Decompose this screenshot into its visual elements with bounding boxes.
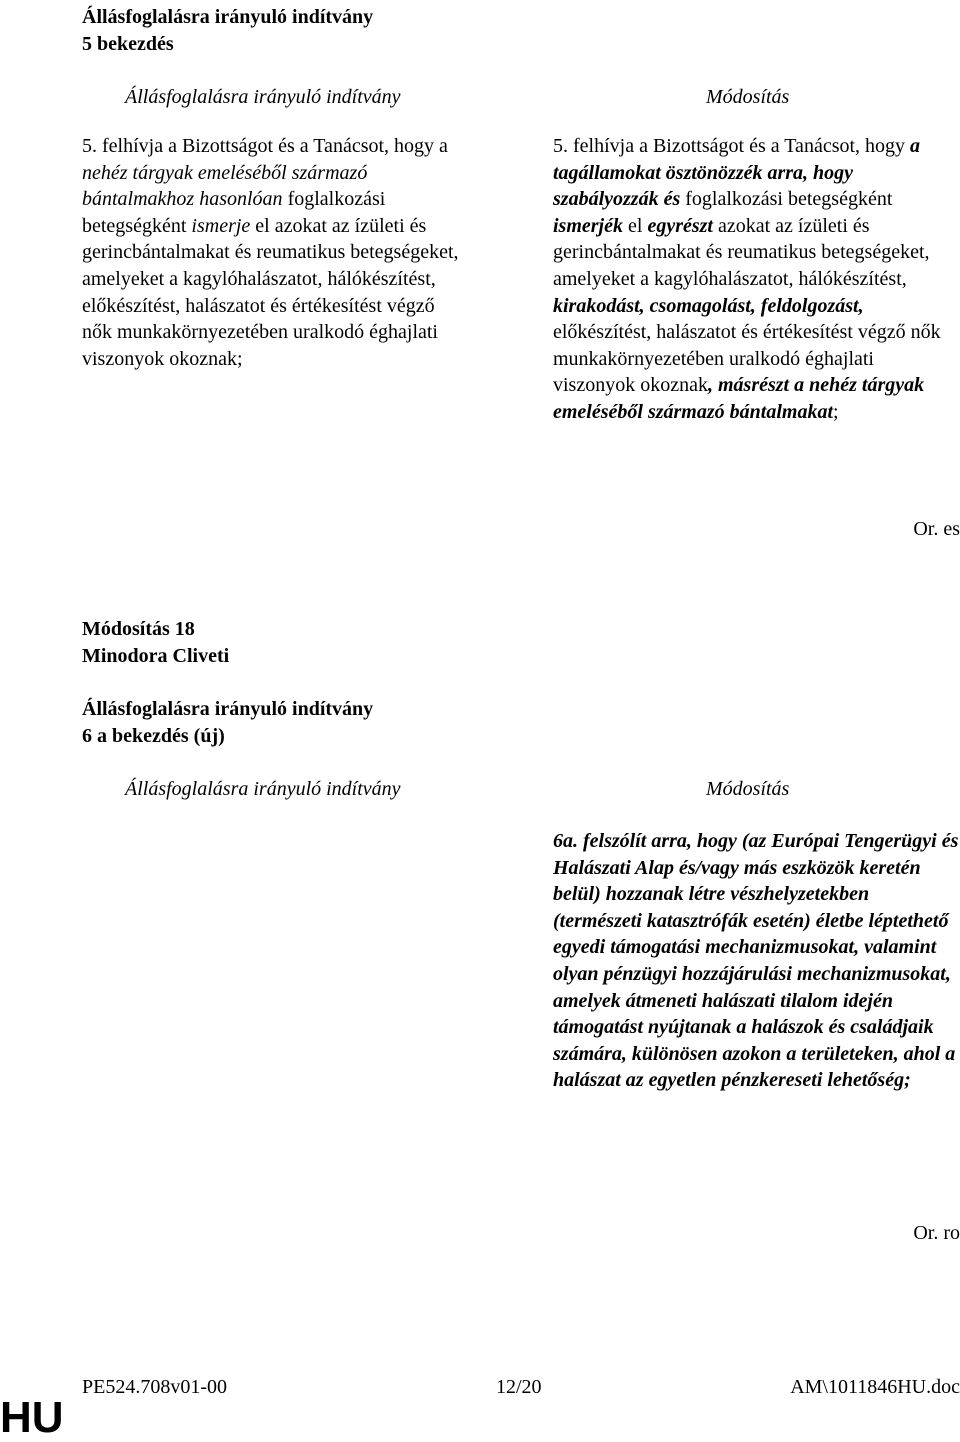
section2-amendment-block — [82, 616, 229, 669]
section1-left-column-header: Állásfoglalásra irányuló indítvány — [125, 86, 401, 108]
text-run: ; — [833, 400, 839, 423]
text-run: el — [623, 214, 648, 237]
section1-heading — [82, 4, 373, 57]
text-run: kirakodást, csomagolást, feldolgozást, — [553, 294, 864, 317]
section2-amended-text — [553, 828, 960, 1094]
text-run: ismerje — [191, 214, 251, 237]
amendment-title: Módosítás 18 — [82, 618, 195, 640]
text-run: egyrészt — [647, 214, 713, 237]
footer-language-code: HU — [0, 1393, 64, 1442]
text-run: foglalkozási betegségként — [680, 188, 893, 211]
section1-original-text — [82, 133, 462, 372]
text-run: el azokat az ízületi és gerincbántalmakat és reumatikus betegségeket, amelyeket a kagylóhalászatot, hálókészítést, előkészítést, halászatot és értékesítést végző nők munkakörnyezetében uralkodó éghajlati viszonyok okoznak; — [82, 214, 459, 370]
amendment-author: Minodora Cliveti — [82, 644, 230, 667]
text-run: 6a. felszólít arra, hogy (az Európai Tengerügyi és Halászati Alap és/vagy más eszközök keretén belül) hozzanak létre vészhelyzetekben (természeti katasztrófák esetén) életbe léptethető egyedi támogatási mechanizmusokat, valamint olyan pénzügyi hozzájárulási mechanizmusokat, amelyek átmeneti halászati tilalom idején támogatást nyújtanak a halászok és családjaik számára, különösen azokon a területeken, ahol a halászat az egyetlen pénzkereseti lehetőség; — [553, 830, 959, 1092]
section2-amended-paragraph — [553, 828, 960, 1094]
footer-page-number: 12/20 — [496, 1376, 542, 1398]
section1-language-ref: Or. es — [913, 518, 960, 540]
section1-amended-paragraph — [553, 133, 960, 426]
text-run: azokat az ízületi és gerincbántalmakat és reumatikus betegségeket, amelyeket a kagylóhalászatot, hálókészítést, — [553, 214, 930, 290]
section1-amended-text — [553, 133, 960, 426]
text-run: nehéz tárgyak emeléséből származó bántalmakhoz hasonlóan — [82, 161, 368, 211]
text-run: foglalkozási betegségként — [82, 188, 386, 237]
section2-left-column-header: Állásfoglalásra irányuló indítvány — [125, 778, 401, 800]
text-run: előkészítést, halászatot és értékesítést végző nők munkakörnyezetében uralkodó éghajlati viszonyok okoznak — [553, 321, 941, 397]
text-run: , másrészt a nehéz tárgyak emeléséből származó bántalmakat — [553, 374, 925, 423]
section2-heading-line1: Állásfoglalásra irányuló indítvány — [82, 698, 374, 720]
section1-heading-line1: Állásfoglalásra irányuló indítvány — [82, 6, 374, 28]
section1-heading-line2: 5 bekezdés — [82, 32, 174, 55]
section2-language-ref: Or. ro — [913, 1222, 960, 1244]
text-run: 5. felhívja a Bizottságot és a Tanácsot, hogy — [553, 135, 911, 157]
section1-original-paragraph — [82, 133, 462, 372]
footer-doc-ref: PE524.708v01-00 — [82, 1376, 227, 1398]
section2-heading-line2: 6 a bekezdés (új) — [82, 724, 225, 747]
section2-right-column-header: Módosítás — [706, 778, 790, 800]
footer-file-ref: AM\1011846HU.doc — [790, 1376, 960, 1398]
section1-right-column-header: Módosítás — [706, 86, 790, 108]
text-run: a tagállamokat ösztönözzék arra, hogy szabályozzák és — [553, 135, 921, 211]
text-run: 5. felhívja a Bizottságot és a Tanácsot, hogy a — [82, 135, 448, 157]
section2-heading — [82, 696, 373, 749]
text-run: ismerjék — [553, 214, 623, 237]
